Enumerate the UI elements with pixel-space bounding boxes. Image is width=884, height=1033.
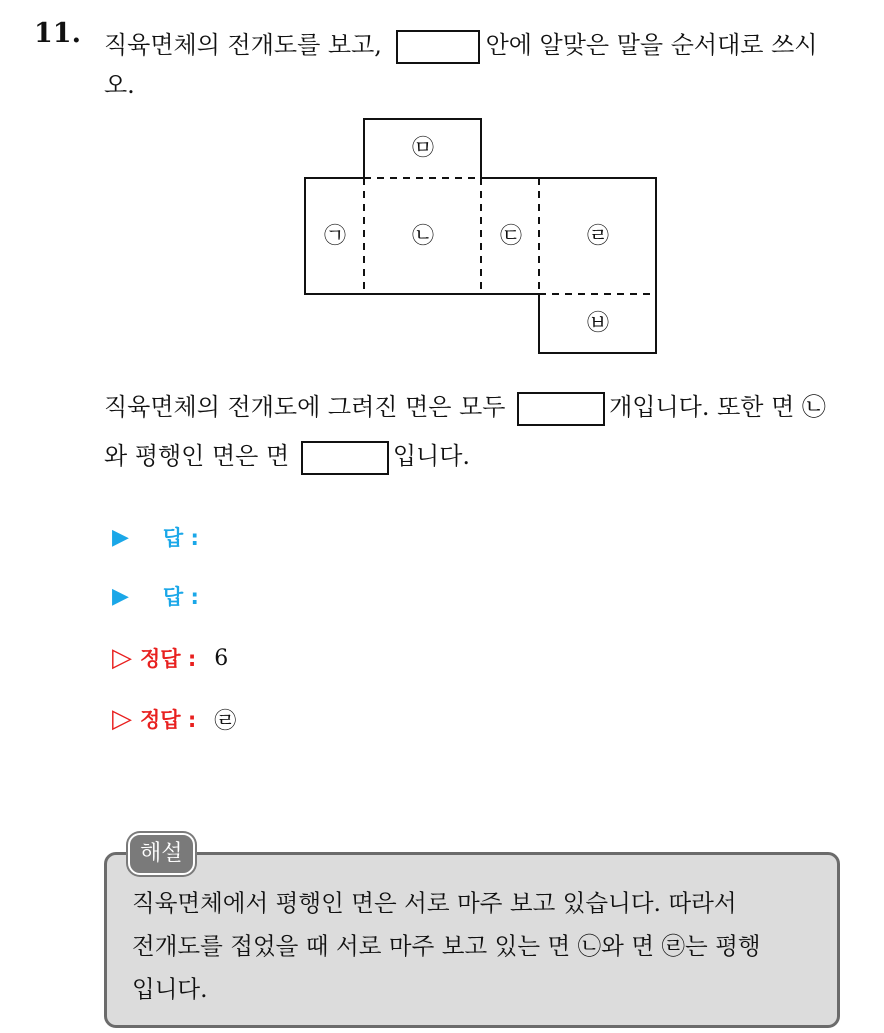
solution-row: [112, 703, 236, 735]
solution-label: 정답 :: [140, 647, 197, 671]
explanation-line: 입니다.: [132, 975, 208, 1003]
question-text-line2: 오.: [104, 71, 135, 99]
count-blank-box: [517, 392, 605, 426]
explanation-line: 직육면체에서 평행인 면은 서로 마주 보고 있습니다. 따라서: [132, 889, 737, 917]
solution-row: [112, 642, 228, 674]
face-blank-box: [301, 441, 389, 475]
solution-value: ㉣: [214, 708, 237, 734]
face-label-c: ㉢: [499, 224, 523, 249]
answer-row: [112, 521, 217, 553]
face-label-a: ㉠: [323, 224, 347, 249]
answer-label: 답 :: [162, 585, 199, 609]
answer-marker-icon: ▶: [112, 583, 129, 609]
statement-text-2a: 와 평행인 면은 면: [104, 442, 290, 470]
face-label-d: ㉣: [586, 224, 610, 249]
question-text-before-blank: 직육면체의 전개도를 보고,: [104, 31, 382, 59]
face-label-b: ㉡: [411, 224, 435, 249]
question-text-after-blank: 안에 알맞은 말을 순서대로 쓰시: [485, 31, 818, 59]
statement-line2: [104, 436, 470, 476]
statement-text-2b: 입니다.: [392, 442, 471, 470]
solution-marker-icon: ▷: [112, 643, 132, 673]
explanation-line: 전개도를 접었을 때 서로 마주 보고 있는 면 ㉡와 면 ㉣는 평행: [132, 932, 761, 960]
solution-value: 6: [214, 645, 229, 671]
answer-marker-icon: ▶: [112, 524, 129, 550]
solution-marker-icon: ▷: [112, 704, 132, 734]
statement-line1: [104, 387, 826, 427]
explanation-text: [132, 882, 832, 1011]
question-number: 11.: [34, 18, 81, 49]
statement-text-1a: 직육면체의 전개도에 그려진 면은 모두: [104, 393, 506, 421]
face-label-f: ㉥: [586, 311, 610, 336]
solution-label: 정답 :: [140, 708, 197, 732]
answer-row: [112, 580, 217, 612]
cuboid-net-diagram: [0, 0, 884, 400]
answer-label: 답 :: [162, 526, 199, 550]
statement-text-1b: 개입니다. 또한 면 ㉡: [609, 393, 826, 421]
explanation-tab: 해설: [128, 833, 195, 875]
face-label-e: ㉤: [411, 136, 435, 161]
